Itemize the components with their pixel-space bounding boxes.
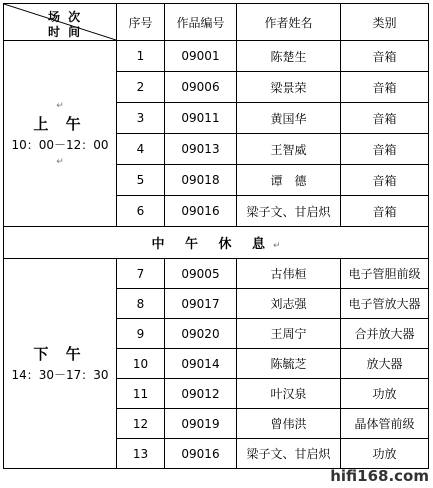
seq-cell: 2 — [117, 72, 165, 103]
seq-cell: 11 — [117, 379, 165, 409]
category-cell: 音箱 — [341, 134, 429, 165]
header-session: 场 次 — [48, 10, 83, 24]
code-cell: 09005 — [165, 259, 237, 289]
author-cell: 梁子文、甘启炽 — [237, 196, 341, 227]
morning-time: 10：00－12：00 — [11, 137, 109, 152]
code-cell: 09014 — [165, 349, 237, 379]
header-row — [4, 4, 429, 41]
seq-cell: 8 — [117, 289, 165, 319]
morning-session-cell — [4, 41, 117, 227]
table-row — [4, 41, 429, 72]
seq-cell: 1 — [117, 41, 165, 72]
paragraph-mark: ↵ — [56, 156, 64, 167]
category-cell: 音箱 — [341, 72, 429, 103]
category-cell: 功放 — [341, 439, 429, 469]
header-code: 作品编号 — [165, 4, 237, 41]
seq-cell: 7 — [117, 259, 165, 289]
category-cell: 功放 — [341, 379, 429, 409]
author-cell: 王智威 — [237, 134, 341, 165]
code-cell: 09019 — [165, 409, 237, 439]
author-cell: 梁景荣 — [237, 72, 341, 103]
schedule-table — [3, 3, 429, 469]
diagonal-header-cell — [4, 4, 117, 41]
code-cell: 09018 — [165, 165, 237, 196]
author-cell: 陈楚生 — [237, 41, 341, 72]
author-cell: 陈毓芝 — [237, 349, 341, 379]
header-author: 作者姓名 — [237, 4, 341, 41]
header-time: 时 间 — [48, 25, 83, 39]
author-cell: 谭 德 — [237, 165, 341, 196]
code-cell: 09020 — [165, 319, 237, 349]
code-cell: 09011 — [165, 103, 237, 134]
author-cell: 刘志强 — [237, 289, 341, 319]
afternoon-session-cell — [4, 259, 117, 469]
category-cell: 晶体管前级 — [341, 409, 429, 439]
category-cell: 音箱 — [341, 103, 429, 134]
break-row — [4, 227, 429, 259]
author-cell: 王周宁 — [237, 319, 341, 349]
author-cell: 叶汉泉 — [237, 379, 341, 409]
author-cell: 黄国华 — [237, 103, 341, 134]
code-cell: 09016 — [165, 196, 237, 227]
break-cell — [4, 227, 429, 259]
code-cell: 09006 — [165, 72, 237, 103]
code-cell: 09017 — [165, 289, 237, 319]
category-cell: 电子管胆前级 — [341, 259, 429, 289]
seq-cell: 4 — [117, 134, 165, 165]
seq-cell: 6 — [117, 196, 165, 227]
code-cell: 09012 — [165, 379, 237, 409]
author-cell: 梁子文、甘启炽 — [237, 439, 341, 469]
seq-cell: 3 — [117, 103, 165, 134]
seq-cell: 13 — [117, 439, 165, 469]
category-cell: 音箱 — [341, 41, 429, 72]
table-row — [4, 259, 429, 289]
category-cell: 合并放大器 — [341, 319, 429, 349]
seq-cell: 12 — [117, 409, 165, 439]
afternoon-time: 14：30－17：30 — [11, 367, 109, 382]
paragraph-mark: ↵ — [273, 241, 281, 251]
category-cell: 放大器 — [341, 349, 429, 379]
seq-cell: 10 — [117, 349, 165, 379]
author-cell: 曾伟洪 — [237, 409, 341, 439]
code-cell: 09013 — [165, 134, 237, 165]
afternoon-label: 下 午 — [33, 344, 87, 363]
paragraph-mark: ↵ — [56, 100, 64, 111]
morning-label: 上 午 — [33, 114, 87, 133]
break-label: 中 午 休 息 — [151, 237, 274, 252]
header-category: 类别 — [341, 4, 429, 41]
code-cell: 09001 — [165, 41, 237, 72]
category-cell: 电子管放大器 — [341, 289, 429, 319]
code-cell: 09016 — [165, 439, 237, 469]
seq-cell: 9 — [117, 319, 165, 349]
author-cell: 古伟桓 — [237, 259, 341, 289]
category-cell: 音箱 — [341, 165, 429, 196]
header-seq: 序号 — [117, 4, 165, 41]
watermark: hifi168.com — [330, 467, 429, 485]
seq-cell: 5 — [117, 165, 165, 196]
category-cell: 音箱 — [341, 196, 429, 227]
